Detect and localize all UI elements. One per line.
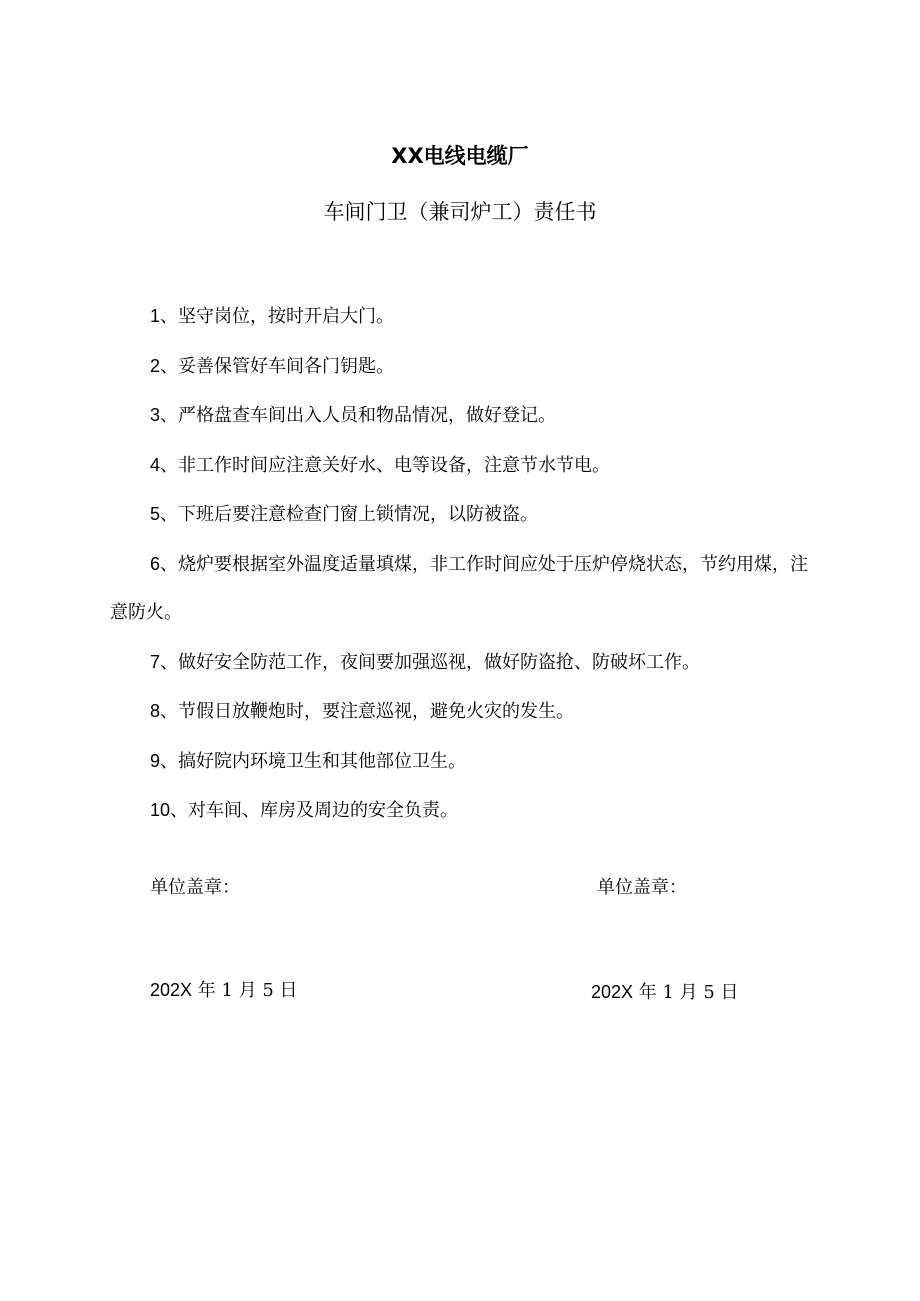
item-text: 、烧炉要根据室外温度适量填煤，非工作时间应处于压炉停烧状态，节约用煤，注意防火。 [110, 553, 809, 623]
item-text: 、严格盘查车间出入人员和物品情况，做好登记。 [160, 405, 557, 426]
left-seal-label: 单位盖章： [150, 877, 240, 898]
item-number: 1 [150, 306, 161, 326]
list-item [0, 687, 920, 737]
item-number: 9 [150, 750, 161, 771]
item-number: 5 [150, 504, 161, 524]
item-number: 6 [150, 553, 161, 574]
right-date-rest: 年 1 月 5 日 [633, 982, 739, 1003]
right-date [591, 978, 739, 1007]
list-item [0, 391, 920, 441]
item-text: 、对车间、库房及周边的安全负责。 [170, 800, 459, 821]
list-item [0, 737, 920, 787]
responsibility-list [0, 292, 920, 836]
item-text: 、妥善保管好车间各门钥匙。 [160, 355, 395, 377]
left-date [150, 976, 298, 1005]
item-text: 、搞好院内环境卫生和其他部位卫生。 [160, 750, 467, 772]
list-item [0, 638, 920, 688]
list-item [0, 490, 920, 540]
item-text: 、坚守岗位，按时开启大门。 [160, 306, 395, 327]
list-item [0, 292, 920, 342]
left-date-rest: 年 1 月 5 日 [192, 980, 298, 1001]
right-seal-label: 单位盖章： [597, 877, 687, 898]
left-date-year: 202X [150, 980, 193, 1000]
company-title: XX电线电缆厂 [391, 144, 529, 168]
item-text: 、做好安全防范工作，夜间要加强巡视，做好防盗抢、防破坏工作。 [160, 651, 701, 673]
item-number: 4 [150, 454, 161, 475]
list-item [0, 786, 920, 836]
item-text: 、非工作时间应注意关好水、电等设备，注意节水节电。 [160, 454, 611, 476]
item-number: 7 [150, 651, 161, 672]
item-number: 8 [150, 701, 161, 721]
list-item [0, 540, 810, 638]
item-text: 、下班后要注意检查门窗上锁情况，以防被盗。 [160, 504, 539, 525]
document-title: 车间门卫（兼司炉工）责任书 [323, 200, 597, 224]
list-item [0, 441, 920, 491]
list-item [0, 342, 920, 392]
item-number: 2 [150, 355, 161, 376]
item-number: 3 [150, 405, 161, 425]
right-date-year: 202X [591, 982, 634, 1002]
item-number: 10 [150, 800, 171, 820]
item-text: 、节假日放鞭炮时，要注意巡视，避免火灾的发生。 [160, 701, 575, 722]
